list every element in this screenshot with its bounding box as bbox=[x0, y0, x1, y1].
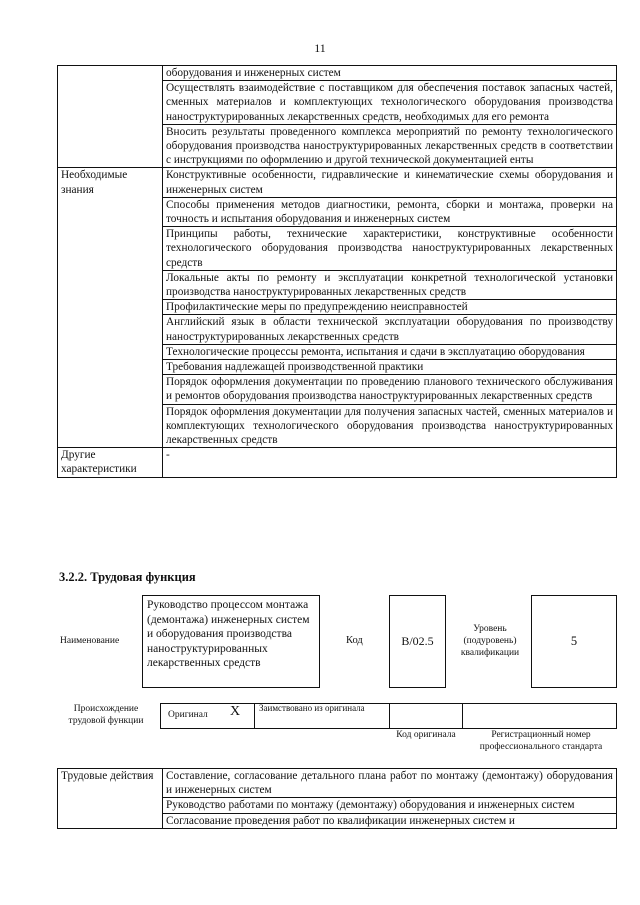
table-cell: Способы применения методов диагностики, ремонта, сборки и монтажа, проверки на точность и испытания оборудования и инженерных систем bbox=[163, 197, 617, 226]
knowledge-table bbox=[57, 65, 617, 478]
table-cell: Руководство работами по монтажу (демонтажу) оборудования и инженерных систем bbox=[163, 798, 617, 813]
table-cell: Локальные акты по ремонту и эксплуатации конкретной технологической установки производства наноструктурированных лекарственных средств bbox=[163, 270, 617, 299]
code-box bbox=[389, 595, 446, 688]
level-value: 5 bbox=[570, 634, 578, 648]
borrowed-label: Заимствовано из оригинала bbox=[259, 703, 365, 713]
original-mark: X bbox=[230, 704, 241, 719]
function-name-box bbox=[142, 595, 320, 688]
table-cell: Согласование проведения работ по квалификации инженерных систем и bbox=[163, 813, 617, 828]
table-cell: Составление, согласование детального плана работ по монтажу (демонтажу) оборудования и инженерных систем bbox=[163, 769, 617, 798]
code-label: Код bbox=[346, 635, 363, 646]
table-row-label: Необходимые знания bbox=[58, 168, 163, 448]
table-cell: Английский язык в области технической эксплуатации оборудования по производству наноструктурированных лекарственных средств bbox=[163, 315, 617, 344]
name-label: Наименование bbox=[60, 636, 120, 646]
table-cell: Порядок оформления документации по проведению планового технического обслуживания и ремонтов оборудования производства наноструктурированных лекарственных средств bbox=[163, 375, 617, 404]
table-row-label: Трудовые действия bbox=[58, 769, 163, 829]
table-cell: Вносить результаты проведенного комплекса мероприятий по ремонту технологического оборудования производства наноструктурированных лекарственных средств в соответствии с инструкциями по оформлению и другой технической документацией енты bbox=[163, 124, 617, 168]
section-heading: 3.2.2. Трудовая функция bbox=[59, 570, 196, 584]
function-name-value: Руководство процессом монтажа (демонтажа) инженерных систем и оборудования производства наноструктурированных лекарственных средств bbox=[147, 599, 310, 669]
table-cell: Принципы работы, технические характеристики, конструктивные особенности технологического оборудования производства наноструктурированных лекарственных средств bbox=[163, 227, 617, 271]
table-row-label bbox=[58, 66, 163, 168]
table-cell: - bbox=[163, 448, 617, 477]
table-cell: Осуществлять взаимодействие с поставщиком для обеспечения поставок запасных частей, сменных материалов и комплектующих технологического оборудования производства наноструктурированных лекарственных средств, необходимых для его ремонта bbox=[163, 81, 617, 125]
reg-number-caption: Регистрационный номер профессионального стандарта bbox=[479, 730, 603, 752]
page-number: 11 bbox=[314, 41, 326, 55]
table-cell: Технологические процессы ремонта, испытания и сдачи в эксплуатацию оборудования bbox=[163, 344, 617, 359]
original-label: Оригинал bbox=[168, 710, 208, 720]
table-cell: Порядок оформления документации для получения запасных частей, сменных материалов и комплектующих технологического оборудования производства наноструктурированных лекарственных средств bbox=[163, 404, 617, 448]
level-label: Уровень (подуровень) квалификации bbox=[460, 624, 520, 658]
table-cell: Конструктивные особенности, гидравлические и кинематические схемы оборудования и инженерных систем bbox=[163, 168, 617, 197]
code-value: В/02.5 bbox=[401, 634, 434, 648]
level-box bbox=[531, 595, 617, 688]
table-row-label: Другие характеристики bbox=[58, 448, 163, 477]
reg-number-cell bbox=[462, 703, 617, 729]
table-cell: оборудования и инженерных систем bbox=[163, 66, 617, 81]
table-cell: Требования надлежащей производственной практики bbox=[163, 360, 617, 375]
origin-label: Происхождение трудовой функции bbox=[68, 704, 144, 726]
code-original-caption: Код оригинала bbox=[396, 730, 456, 740]
labor-actions-table bbox=[57, 768, 617, 829]
table-cell: Профилактические меры по предупреждению неисправностей bbox=[163, 300, 617, 315]
code-original-cell bbox=[389, 703, 463, 729]
